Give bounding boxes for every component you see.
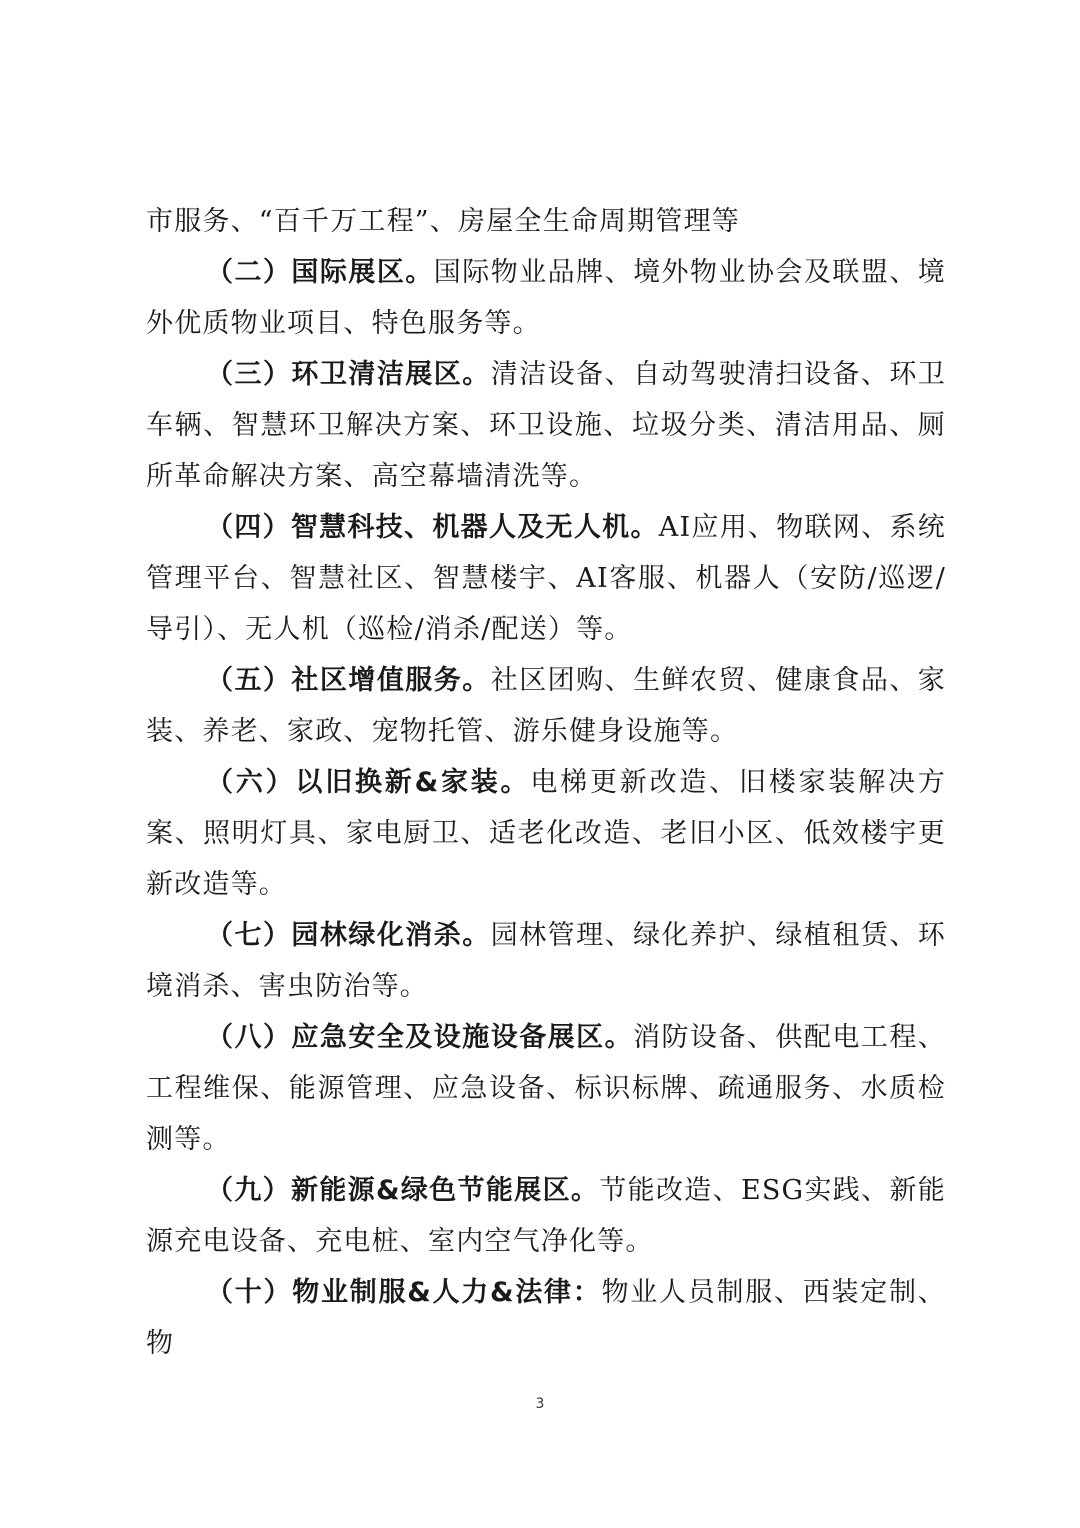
paragraph-international-zone — [146, 247, 946, 349]
paragraph-heading: （五）社区增值服务。 — [206, 665, 491, 696]
paragraph-heading: （八）应急安全及设施设备展区。 — [206, 1022, 634, 1053]
document-page — [146, 196, 946, 1369]
paragraph-heading: （九）新能源&绿色节能展区。 — [206, 1175, 600, 1206]
paragraph-sanitation-zone — [146, 349, 946, 502]
paragraph-body: 清洁设备、自动驾驶清扫设备、环卫车辆、智慧环卫解决方案、环卫设施、垃圾分类、清洁用品、厕所革命解决方案、高空幕墙清洗等。 — [146, 359, 946, 492]
paragraph-body: 电梯更新改造、旧楼家装解决方案、照明灯具、家电厨卫、适老化改造、老旧小区、低效楼宇更新改造等。 — [146, 767, 946, 900]
paragraph-heading: （三）环卫清洁展区。 — [206, 359, 491, 390]
paragraph-community-services — [146, 655, 946, 757]
paragraph-heading: （七）园林绿化消杀。 — [206, 920, 491, 951]
paragraph-body: 国际物业品牌、境外物业协会及联盟、境外优质物业项目、特色服务等。 — [146, 257, 946, 339]
paragraph-new-energy — [146, 1165, 946, 1267]
paragraph-heading: （四）智慧科技、机器人及无人机。 — [206, 512, 659, 543]
paragraph-heading: （十）物业制服&人力&法律： — [206, 1277, 602, 1308]
paragraph-body: 社区团购、生鲜农贸、健康食品、家装、养老、家政、宠物托管、游乐健身设施等。 — [146, 665, 946, 747]
paragraph-continuation — [146, 196, 946, 247]
paragraph-body: 节能改造、ESG实践、新能源充电设备、充电桩、室内空气净化等。 — [146, 1175, 947, 1257]
paragraph-body: 市服务、“百千万工程”、房屋全生命周期管理等 — [146, 206, 741, 237]
paragraph-heading: （六）以旧换新&家装。 — [206, 767, 531, 798]
page-number: 3 — [535, 1396, 545, 1412]
paragraph-body: 消防设备、供配电工程、工程维保、能源管理、应急设备、标识标牌、疏通服务、水质检测等。 — [146, 1022, 946, 1155]
paragraph-landscaping — [146, 910, 946, 1012]
paragraph-uniforms-hr-legal — [146, 1267, 946, 1369]
paragraph-heading: （二）国际展区。 — [206, 257, 434, 288]
paragraph-body: 物业人员制服、西装定制、物 — [146, 1277, 946, 1359]
paragraph-body: AI应用、物联网、系统管理平台、智慧社区、智慧楼宇、AI客服、机器人（安防/巡逻/导引）、无人机（巡检/消杀/配送）等。 — [146, 512, 946, 645]
paragraph-trade-in-renovation — [146, 757, 946, 910]
paragraph-body: 园林管理、绿化养护、绿植租赁、环境消杀、害虫防治等。 — [146, 920, 946, 1002]
paragraph-smart-tech-zone — [146, 502, 946, 655]
paragraph-emergency-safety — [146, 1012, 946, 1165]
